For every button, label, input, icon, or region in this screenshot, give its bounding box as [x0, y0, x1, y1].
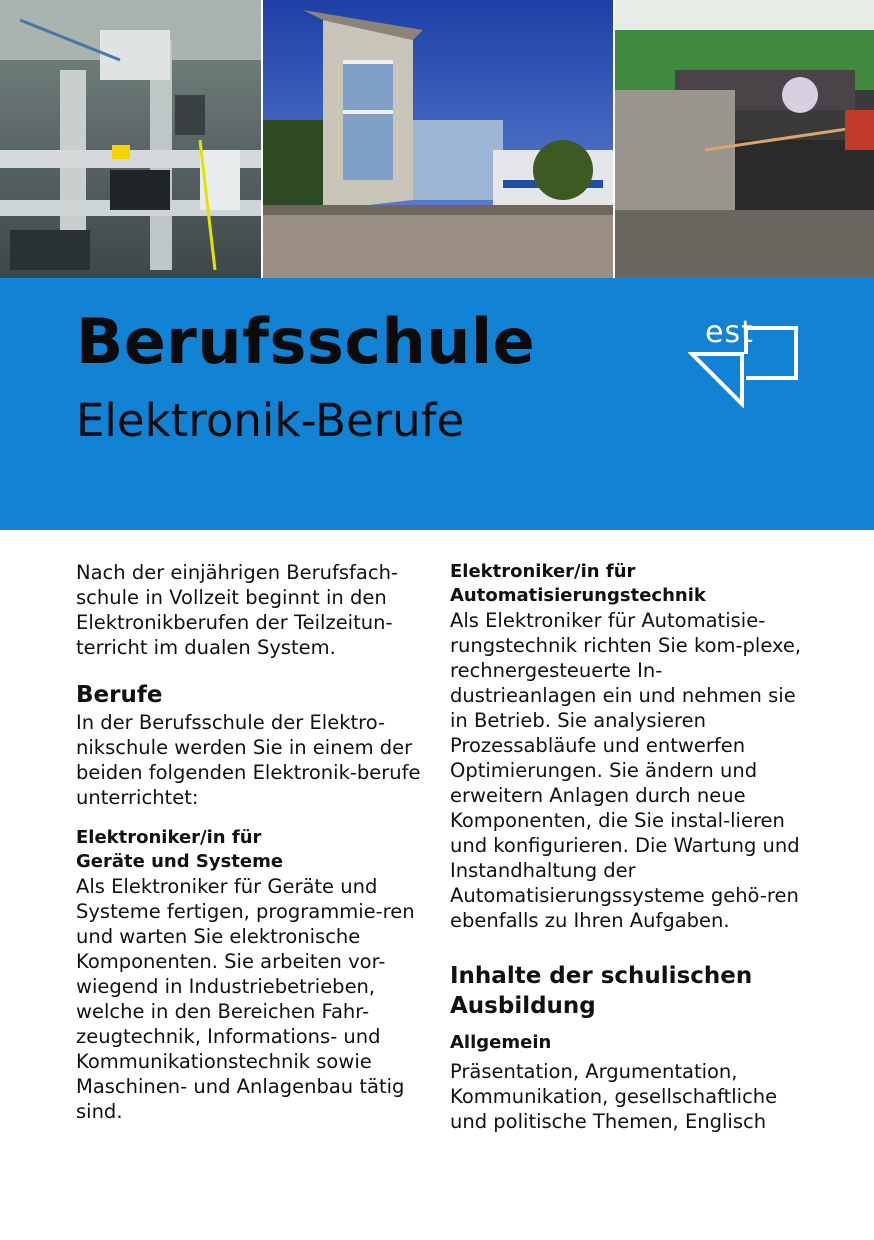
berufe-heading: Berufe: [76, 682, 163, 708]
inhalte-heading-line1: Inhalte der schulischen: [450, 963, 753, 989]
allgemein-paragraph: Präsentation, Argumentation, Kommunikation, gesellschaftliche und politische Themen, Englisch: [450, 1060, 778, 1133]
job1-heading-line2: Geräte und Systeme: [76, 851, 284, 872]
logo-text: est: [705, 315, 754, 350]
right-column: [450, 560, 802, 1134]
allgemein-heading: Allgemein: [450, 1032, 552, 1053]
berufe-paragraph: In der Berufsschule der Elektro-nikschule werden Sie in einem der beiden folgenden Elektronik-berufe unterrichtet:: [76, 711, 421, 809]
photo-strip: [0, 0, 874, 278]
job2-paragraph: Als Elektroniker für Automatisie-rungstechnik richten Sie kom-plexe, rechnergesteuerte In-dustrieanlagen ein und nehmen sie in Betrieb. Sie analysieren Prozessabläufe und entwerfen Optimierungen. Sie ändern und erweitern Anlagen durch neue Komponenten, die Sie instal-lieren und konfigurieren. Die Wartung und Instandhaltung der Automatisierungssysteme gehö-ren ebenfalls zu Ihren Aufgaben.: [450, 609, 802, 932]
job1-heading-line1: Elektroniker/in für: [76, 827, 262, 848]
photo-automation-lab: [0, 0, 261, 278]
job2-heading-line2: Automatisierungstechnik: [450, 585, 706, 606]
left-column: [76, 560, 428, 1124]
intro-paragraph: Nach der einjährigen Berufsfach-schule in Vollzeit beginnt in den Elektronikberufen der Teilzeitun-terricht im dualen System.: [76, 561, 398, 659]
page-title: Berufsschule: [76, 305, 536, 378]
page-subtitle: Elektronik-Berufe: [76, 394, 465, 447]
job2-heading-line1: Elektroniker/in für: [450, 561, 636, 582]
photo-school-building: [263, 0, 613, 278]
job1-paragraph: Als Elektroniker für Geräte und Systeme fertigen, programmie-ren und warten Sie elektronische Komponenten. Sie arbeiten vor-wiegend in Industriebetrieben, welche in den Bereichen Fahr-zeugtechnik, Informations- und Kommunikationstechnik sowie Maschinen- und Anlagenbau tätig sind.: [76, 875, 415, 1123]
photo-interior-hall: [615, 0, 874, 278]
inhalte-heading-line2: Ausbildung: [450, 993, 596, 1019]
